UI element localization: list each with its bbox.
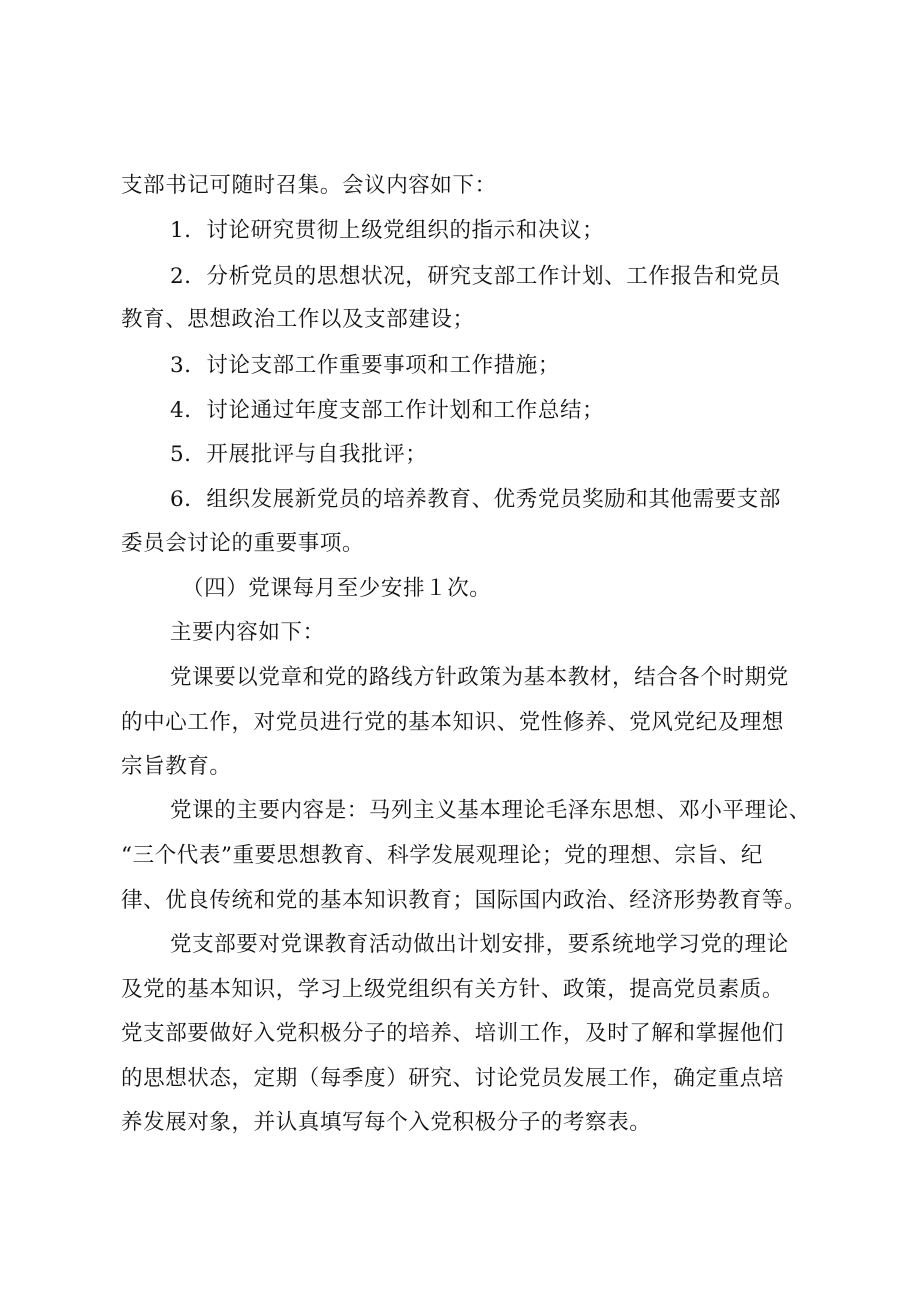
paragraph-start: 党课要以党章和党的路线方针政策为基本教材，结合各个时期党	[170, 665, 789, 690]
text-line: 的思想状态，定期（每季度）研究、讨论党员发展工作，确定重点培	[121, 1066, 785, 1091]
text-line: 宗旨教育。	[121, 754, 232, 779]
list-item-6: 6．组织发展新党员的培养教育、优秀党员奖励和其他需要支部	[170, 487, 781, 512]
section-heading: （四）党课每月至少安排１次。	[182, 576, 492, 601]
list-item-2: 2．分析党员的思想状况，研究支部工作计划、工作报告和党员	[170, 264, 781, 289]
text-line: 的中心工作，对党员进行党的基本知识、党性修养、党风党纪及理想	[121, 710, 785, 735]
list-item-4: 4．讨论通过年度支部工作计划和工作总结；	[170, 398, 605, 423]
text-line: “三个代表”重要思想教育、科学发展观理论；党的理想、宗旨、纪	[121, 843, 763, 868]
text-line: 党支部要做好入党积极分子的培养、培训工作，及时了解和掌握他们	[121, 1021, 785, 1046]
text-line: 教育、思想政治工作以及支部建设；	[121, 307, 475, 332]
text-line: 支部书记可随时召集。会议内容如下：	[121, 173, 497, 198]
text-line: 委员会讨论的重要事项。	[121, 531, 365, 556]
list-item-1: 1．讨论研究贯彻上级党组织的指示和决议；	[170, 218, 605, 243]
text-line: 律、优良传统和党的基本知识教育；国际国内政治、经济形势教育等。	[121, 888, 807, 913]
paragraph-start: 党课的主要内容是：马列主义基本理论毛泽东思想、邓小平理论、	[170, 798, 811, 823]
text-line: 主要内容如下：	[170, 620, 325, 645]
list-item-5: 5．开展批评与自我批评；	[170, 442, 428, 467]
list-item-3: 3．讨论支部工作重要事项和工作措施；	[170, 353, 560, 378]
paragraph-start: 党支部要对党课教育活动做出计划安排，要系统地学习党的理论	[170, 932, 789, 957]
text-line: 及党的基本知识，学习上级党组织有关方针、政策，提高党员素质。	[121, 977, 785, 1002]
text-line: 养发展对象，并认真填写每个入党积极分子的考察表。	[121, 1110, 652, 1135]
